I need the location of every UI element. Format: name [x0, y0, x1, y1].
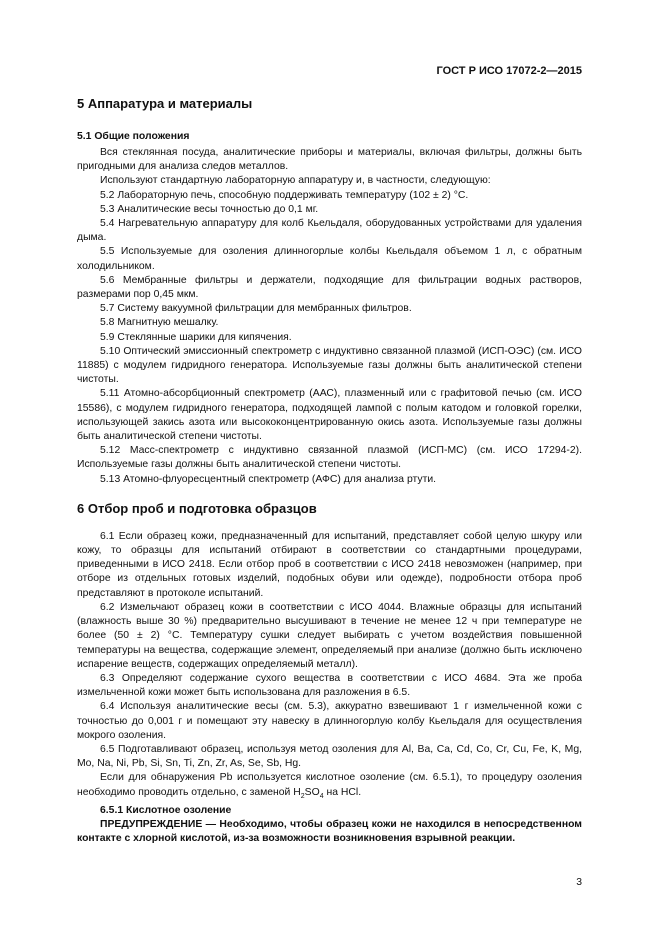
section-6-title: 6 Отбор проб и подготовка образцов [77, 500, 317, 516]
paragraph: Используют стандартную лабораторную аппаратуру и, в частности, следующую: [100, 175, 491, 187]
list-item: 5.4 Нагревательную аппаратуру для колб Кьельдаля, оборудованных устройствами для удаления дыма. [77, 218, 582, 244]
subsection-6-5-1-title: 6.5.1 Кислотное озоление [100, 804, 232, 816]
list-item: 5.13 Атомно-флуоресцентный спектрометр (АФС) для анализа ртути. [100, 473, 437, 485]
subscript: 4 [319, 792, 324, 800]
page-header: ГОСТ Р ИСО 17072-2—2015 [436, 65, 582, 77]
text-run: SO [304, 786, 320, 798]
paragraph: 6.2 Измельчают образец кожи в соответствии с ИСО 4044. Влажные образцы для испытаний (влажность выше 30 %) предварительно высушивают в течение не менее 12 ч при температуре не более (50 ± 2) °С. Температуру сушки следует выбирать с учетом воздействия повышенной температуры на вещества, содержащие элемент, определяемый при анализе (должно быть исключено испарение веществ, содержащих определяемый металл). [77, 601, 582, 670]
paragraph: 6.4 Используя аналитические весы (см. 5.3), аккуратно взвешивают 1 г измельченной кожи с точностью до 0,001 г и помещают эту навеску в длинногорлую колбу Кьельдаля для осуществления мокрого озоления. [77, 701, 582, 741]
warning-text: ПРЕДУПРЕЖДЕНИЕ — Необходимо, чтобы образец кожи не находился в непосредственном контакте с хлорной кислотой, из-за возможности возникновения взрывной реакции. [77, 819, 582, 845]
section-5-title: 5 Аппаратура и материалы [77, 96, 253, 111]
list-item: 5.8 Магнитную мешалку. [100, 317, 219, 329]
paragraph: 6.3 Определяют содержание сухого вещества в соответствии с ИСО 4684. Эта же проба измельченной кожи может быть использована для разложения в 6.5. [77, 672, 582, 699]
list-item: 5.12 Масс-спектрометр с индуктивно связанной плазмой (ИСП-МС) (см. ИСО 17294-2). Используемые газы должны быть аналитической степени чистоты. [77, 445, 582, 471]
subscript: 2 [300, 792, 305, 800]
list-item: 5.6 Мембранные фильтры и держатели, подходящие для фильтрации водных растворов, размерами пор 0,45 мкм. [77, 274, 582, 301]
text-run: на HCl. [323, 786, 362, 798]
paragraph: 6.1 Если образец кожи, предназначенный для испытаний, представляет собой целую шкуру или кожу, то образцы для испытаний отбирают в соответствии со стандартными процедурами, приведенными в ИСО 2418. Если отбор проб в соответствии с ИСО 2418 невозможен (например, при отборе из отдельных готовых изделий, подобных обуви или одежде), подробности отбора проб представляют в протоколе испытаний. [77, 530, 582, 599]
subsection-5-1-title: 5.1 Общие положения [77, 131, 190, 142]
page-content [77, 96, 582, 846]
page-number: 3 [576, 877, 582, 888]
list-item: 5.5 Используемые для озоления длинногорлые колбы Кьельдаля объемом 1 л, с обратным холодильником. [77, 246, 582, 272]
list-item: 5.11 Атомно-абсорбционный спектрометр (ААС), плазменный или с графитовой печью (см. ИСО 15586), с модулем гидридного генератора, подходящей лампой с полым катодом и головкой горелки, использующей закись азота или высококонцентрированную окись азота. Используемые газы должны быть аналитической степени чистоты. [77, 388, 582, 443]
list-item: 5.3 Аналитические весы точностью до 0,1 мг. [100, 203, 319, 215]
paragraph: Вся стеклянная посуда, аналитические приборы и материалы, включая фильтры, должны быть пригодными для анализа следов металлов. [77, 147, 582, 173]
paragraph: 6.5 Подготавливают образец, используя метод озоления для Al, Ba, Ca, Cd, Co, Cr, Cu, Fe, K, Mg, Mo, Na, Ni, Pb, Si, Sn, Ti, Zn, Zr, As, Se, Sb, Hg. [77, 743, 582, 770]
list-item: 5.7 Систему вакуумной фильтрации для мембранных фильтров. [100, 303, 412, 315]
list-item: 5.2 Лабораторную печь, способную поддерживать температуру (102 ± 2) °С. [100, 189, 469, 201]
text-run: Если для обнаружения Pb используется кислотное озоление (см. 6.5.1), то процедуру озоления необходимо проводить отдельно, с заменой H [77, 772, 582, 798]
list-item: 5.10 Оптический эмиссионный спектрометр с индуктивно связанной плазмой (ИСП-ОЭС) (см. ИСО 11885) с модулем гидридного генератора. Используемые газы должны быть аналитической степени чистоты. [77, 345, 582, 386]
paragraph [77, 771, 582, 803]
list-item: 5.9 Стеклянные шарики для кипячения. [100, 331, 292, 343]
